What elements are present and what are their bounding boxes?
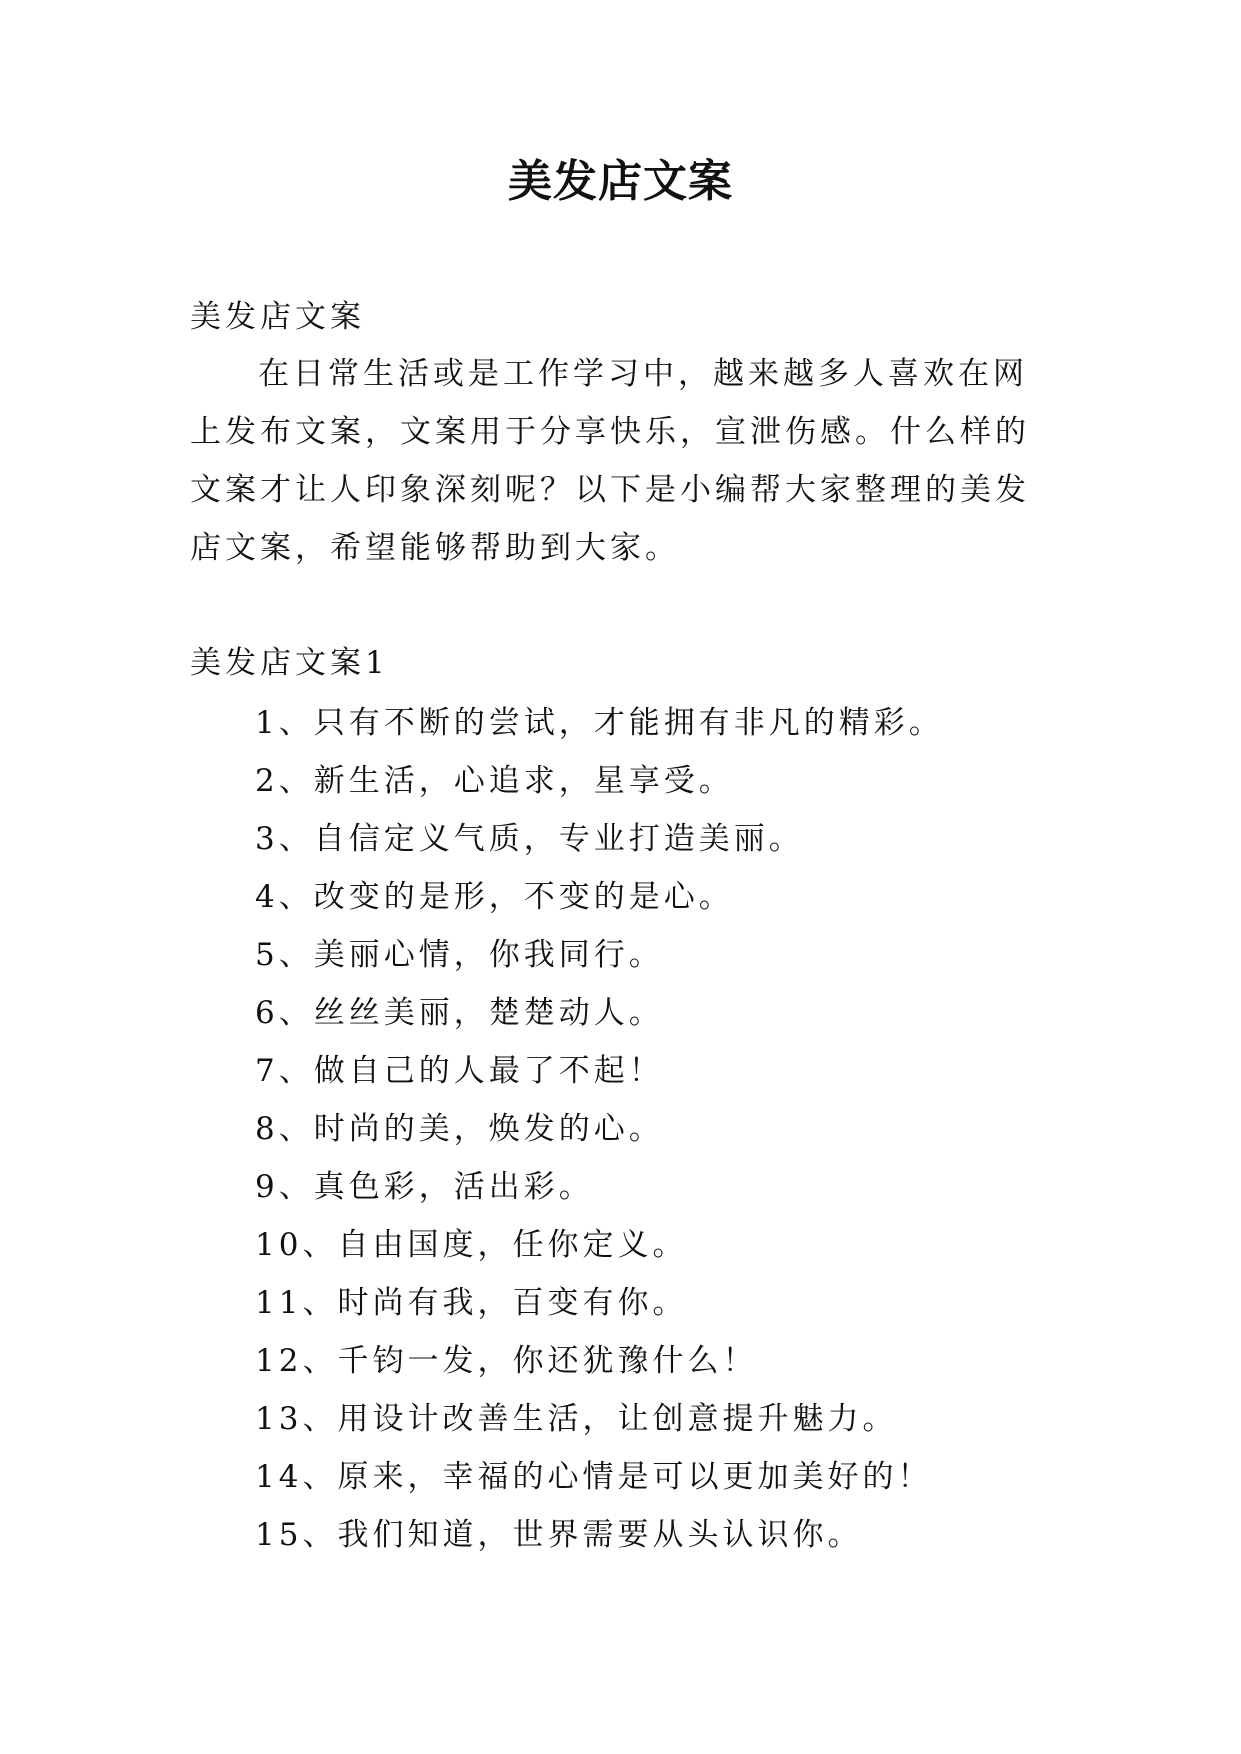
list-item: 3、自信定义气质，专业打造美丽。 — [255, 821, 804, 857]
document-heading: 美发店文案 — [190, 299, 365, 335]
list-item: 7、做自己的人最了不起！ — [255, 1053, 664, 1089]
list-item: 9、真色彩，活出彩。 — [255, 1169, 594, 1205]
list-item: 11、时尚有我，百变有你。 — [255, 1285, 688, 1321]
slogan-list — [255, 694, 1055, 1564]
list-item: 6、丝丝美丽，楚楚动人。 — [255, 995, 664, 1031]
list-item: 12、千钧一发，你还犹豫什么！ — [255, 1343, 758, 1379]
list-item: 8、时尚的美，焕发的心。 — [255, 1111, 664, 1147]
list-item: 1、只有不断的尝试，才能拥有非凡的精彩。 — [255, 705, 944, 741]
document-title: 美发店文案 — [508, 156, 733, 207]
intro-paragraph: 在日常生活或是工作学习中，越来越多人喜欢在网上发布文案，文案用于分享快乐，宣泄伤感。什么样的文案才让人印象深刻呢？以下是小编帮大家整理的美发店文案，希望能够帮助到大家。 — [190, 356, 1030, 566]
list-item: 14、原来，幸福的心情是可以更加美好的！ — [255, 1459, 933, 1495]
list-item: 15、我们知道，世界需要从头认识你。 — [255, 1517, 863, 1553]
list-item: 5、美丽心情，你我同行。 — [255, 937, 664, 973]
list-item: 4、改变的是形，不变的是心。 — [255, 879, 734, 915]
list-item: 13、用设计改善生活，让创意提升魅力。 — [255, 1401, 898, 1437]
list-item: 2、新生活，心追求，星享受。 — [255, 763, 734, 799]
list-item: 10、自由国度，任你定义。 — [255, 1227, 688, 1263]
section-heading: 美发店文案1 — [190, 645, 389, 681]
